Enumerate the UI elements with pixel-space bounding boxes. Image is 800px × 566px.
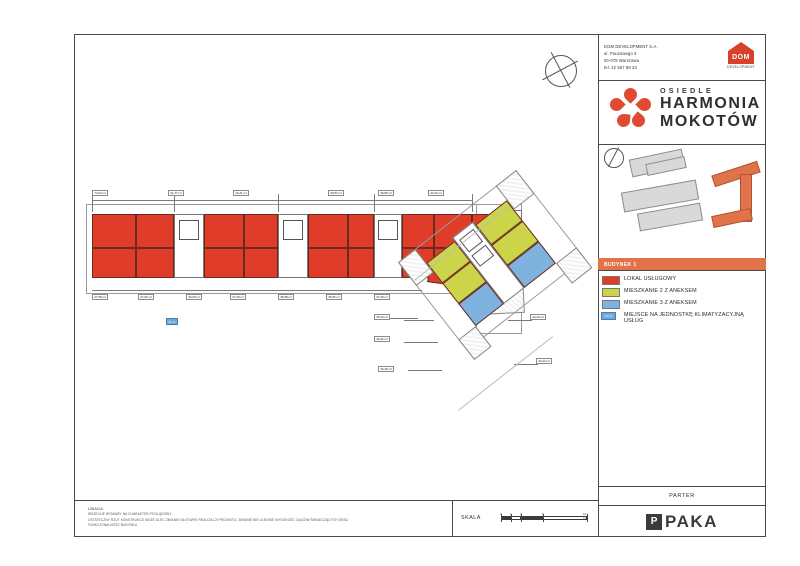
area-label-top-5: 44,22 m² [428,190,444,196]
project-brand [604,84,762,142]
title-block-divider-1 [598,80,766,81]
legend-label-2: MIESZKANIE 3 Z ANEKSEM [624,299,697,306]
legend-item-3 [602,310,762,330]
architect-name: PAKA [665,511,718,531]
area-label-bottom-5: 35,96 m² [326,294,342,300]
unit-red-2 [92,248,136,278]
architect-badge: P [646,514,662,530]
scale-tick-4: 10 m [583,512,587,520]
scale-tick-0: 0 [500,512,502,516]
unit-red-7 [244,214,278,248]
legend-title: BUDYNEK 1 [604,261,637,268]
brand-line-harmonia: HARMONIA [660,95,761,112]
area-label-wing-4: 46,92 m² [374,336,390,342]
floor-label: PARTER [669,493,695,499]
area-label-top-0: 74,64 m² [92,190,108,196]
area-label-bottom-2: 34,09 m² [186,294,202,300]
legend-label-3: MIEJSCE NA JEDNOSTKĘ KLIMATYZACYJNĄ USŁUG [624,311,744,325]
unit-red-12 [348,248,374,278]
unit-red-10 [308,248,348,278]
key-map [600,146,764,256]
stair-core-2 [283,220,303,240]
stair-core-3 [378,220,398,240]
harmonia-flower-icon [608,88,654,134]
area-label-top-4: 39,86 m² [378,190,394,196]
unit-red-4 [136,248,174,278]
brand-line-osiedle: OSIEDLE [660,86,714,95]
unit-red-1 [92,214,136,248]
area-label-bottom-4: 35,98 m² [278,294,294,300]
area-label-wing-2: 44,22 m² [536,358,552,364]
brand-text [660,86,760,131]
developer-phone: tel. 22 557 88 33 [604,64,637,70]
notes-line-2: FUNKCJONALNOŚĆ BUDYNKU. [88,523,139,528]
floor-label-block [598,486,766,506]
unit-red-11 [348,214,374,248]
north-arrow-icon [538,48,582,92]
unit-red-5 [204,214,244,248]
area-label-bottom-6: 27,39 m² [374,294,390,300]
unit-red-3 [136,214,174,248]
area-label-bottom-3: 27,29 m² [230,294,246,300]
unit-red-6 [204,248,244,278]
brand-line-mokotow: MOKOTÓW [660,112,759,130]
tag-jku-plan: J.K.U. [168,319,176,324]
area-label-wing-0: 35,44 m² [374,314,390,320]
dom-logo-subtitle: DEVELOPMENT [727,65,755,69]
notes-line-1: OSTATECZNY RZUT KONSTRUKCJI MOŻE ULEC ZMIANIE NA ETAPIE REALIZACJI PROJEKTU. ZMIANIE NIE ULEGNIE WYSOKOŚĆ CIĄGÓW ŚWIADCZĄCYCH ORAZ [88,517,348,522]
dom-logo-roof-icon [728,42,754,51]
scale-block [452,500,598,537]
area-label-wing-5: 40,46 m² [378,366,394,372]
floor-plan [78,170,588,440]
unit-red-8 [244,248,278,278]
architect-logo [598,506,766,537]
title-block-divider-2 [598,144,766,145]
unit-red-9 [308,214,348,248]
notes-title: UWAGA: [88,507,105,511]
scale-tick-3: 5 [542,512,544,516]
area-label-wing-1: 44,22 m² [530,314,546,320]
area-label-top-2: 44,21 m² [233,190,249,196]
scale-tick-2: 2 [520,512,522,516]
notes-line-0: WSZELKIE WYMIARY NA CHARAKTER POGLĄDOWY. [88,512,173,517]
legend-tag-jku: J.K.U. [601,312,616,320]
scale-tick-1: 1 [510,512,512,516]
legend-label-0: LOKAL USŁUGOWY [624,275,677,282]
developer-address-2: 00-078 Warszawa [604,57,640,63]
developer-address-1: ul. Pauzowego 3 [604,50,637,56]
developer-info [604,44,724,72]
area-label-top-3: 39,53 m² [328,190,344,196]
dom-development-logo [722,42,760,72]
legend-item-2 [602,298,762,310]
notes-block [88,506,418,529]
keymap-north-icon [604,148,624,168]
dom-logo-text: DOM [728,51,754,64]
area-label-top-1: 31,27 m² [168,190,184,196]
scale-label: SKALA [461,515,481,521]
legend-label-1: MIESZKANIE 2 Z ANEKSEM [624,287,697,294]
area-label-bottom-1: 27,06 m² [138,294,154,300]
area-label-bottom-0: 27,58 m² [92,294,108,300]
developer-company: DOM DEVELOPMENT S.A. [604,44,658,49]
scale-bar [501,512,589,524]
stair-core-1 [179,220,199,240]
